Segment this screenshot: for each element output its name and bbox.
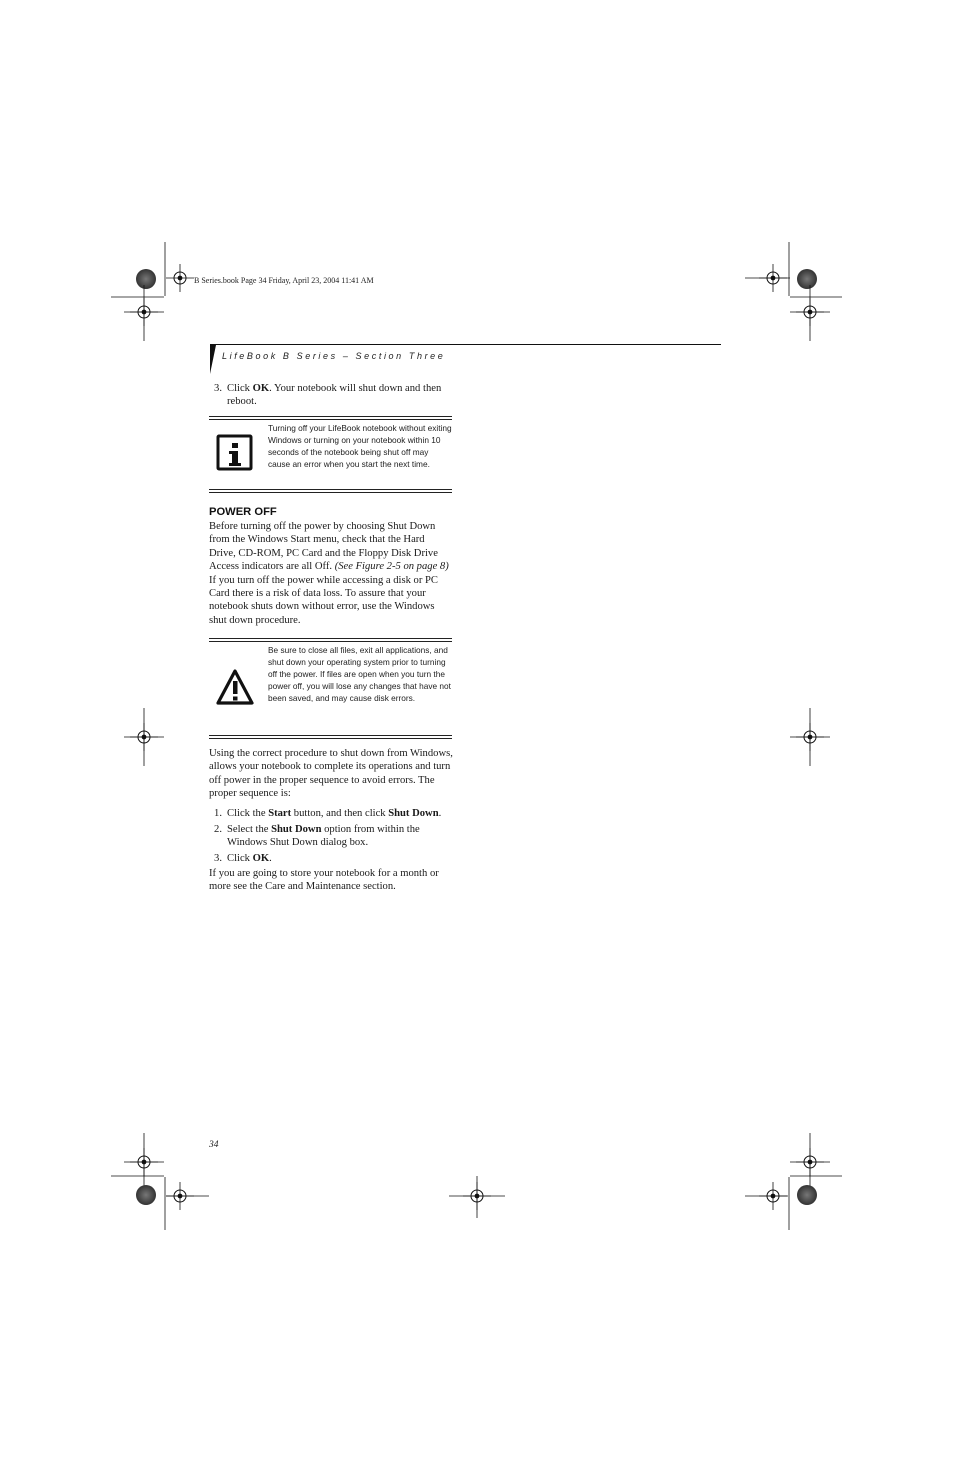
procedure-intro: Using the correct procedure to shut down from Windows, allows your notebook to complete its operations and turn off power in the proper sequence to avoid errors. The proper sequence is:: [209, 748, 453, 800]
note-bottom-rule: [209, 489, 452, 493]
section-title: POWER OFF: [209, 506, 277, 518]
registration-dot: [797, 269, 817, 289]
closing-paragraph: If you are going to store your notebook for a month or more see the Care and Maintenance section.: [209, 868, 439, 893]
note-bottom-rule: [209, 735, 452, 739]
procedure-step: [210, 852, 455, 866]
step-number: 1.: [214, 808, 222, 819]
warning-note-text: Be sure to close all files, exit all applications, and shut down your operating system prior to turning off the power. If files are open when you turn the power off, you will lose any changes that have not been saved, and may cause disk errors.: [268, 645, 451, 703]
info-note-text: Turning off your LifeBook notebook without exiting Windows or turning on your notebook within 10 seconds of the notebook being shut off may cause an error when you start the next time.: [268, 423, 452, 469]
step-text: Click OK. Your notebook will shut down and then reboot.: [227, 383, 442, 408]
registration-dot: [136, 1185, 156, 1205]
step-text: Click the Start button, and then click Shut Down.: [227, 808, 442, 819]
registration-target: [166, 264, 194, 292]
procedure-step: [210, 823, 455, 851]
step-number: 3.: [214, 383, 222, 394]
print-slug: B Series.book Page 34 Friday, April 23, 2004 11:41 AM: [194, 276, 374, 285]
running-header: LifeBook B Series – Section Three: [222, 351, 446, 361]
power-off-paragraph: Before turning off the power by choosing Shut Down from the Windows Start menu, check that the Hard Drive, CD-ROM, PC Card and the Floppy Disk Drive Access indicators are all Off. (See Figure 2-5 on page 8) If you turn off the power while accessing a disk or PC Card there is a risk of data loss. To assure that your notebook shuts down without error, use the Windows shut down procedure.: [209, 521, 449, 626]
step-text: Click OK.: [227, 853, 272, 864]
step-number: 3.: [214, 853, 222, 864]
step-text: Select the Shut Down option from within the Windows Shut Down dialog box.: [227, 824, 420, 849]
warning-icon: [215, 668, 255, 706]
procedure-step: [210, 807, 455, 821]
page-number: 34: [209, 1140, 219, 1150]
note-top-rule: [209, 638, 452, 642]
note-top-rule: [209, 416, 452, 420]
step-number: 2.: [214, 824, 222, 835]
header-wedge: [210, 345, 216, 374]
info-icon: [216, 434, 254, 472]
intro-step: [210, 382, 455, 410]
registration-dot: [797, 1185, 817, 1205]
registration-dot: [136, 269, 156, 289]
